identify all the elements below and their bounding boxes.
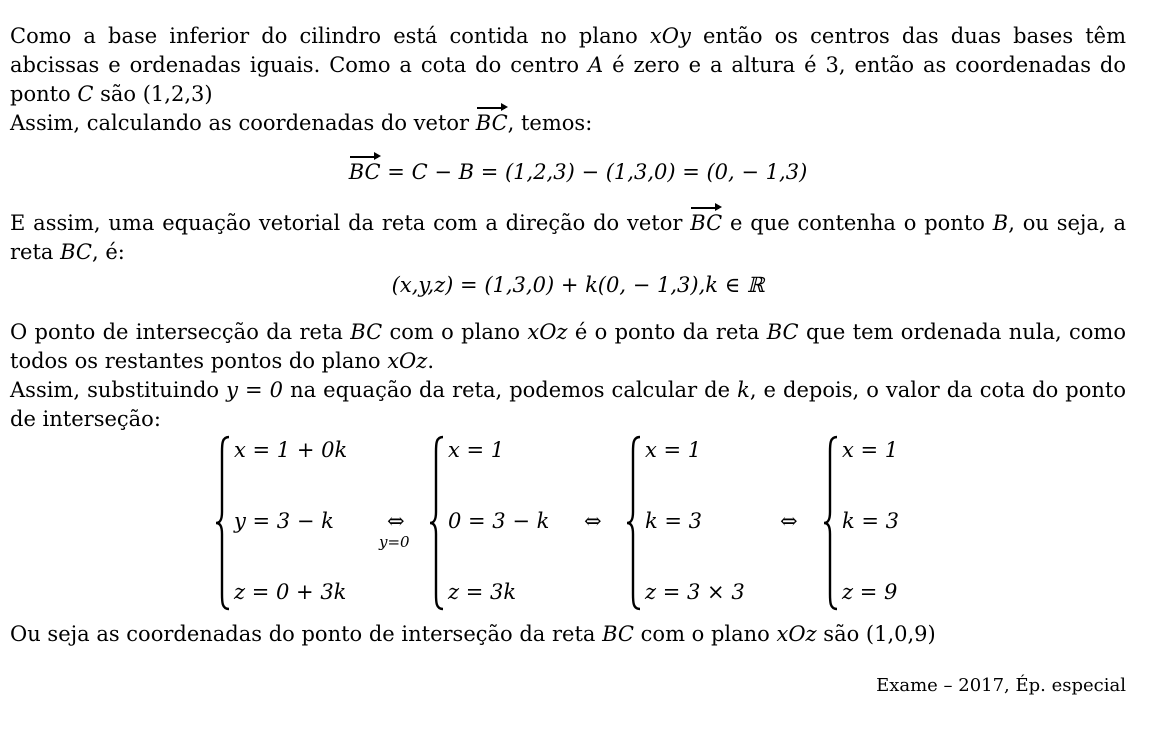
system-row: x = 1	[645, 438, 702, 462]
system-rows	[645, 434, 825, 612]
text: com o plano	[633, 622, 777, 646]
system-row: y = 3 − k	[234, 509, 334, 533]
math-k: k	[737, 378, 750, 402]
system-row: x = 1	[448, 438, 505, 462]
text: então os centros das duas bases têm abcissas e ordenadas iguais. Como a cota do centro	[10, 24, 1126, 77]
math-c: C	[77, 82, 94, 106]
system-row: k = 3	[842, 509, 900, 533]
text: , e depois, o valor da cota do ponto de interseção:	[10, 378, 1126, 431]
left-brace-icon	[625, 434, 641, 612]
text: na equação da reta, podemos calcular de	[283, 378, 738, 402]
text: , temos:	[507, 111, 593, 135]
math-bc: BC	[766, 320, 799, 344]
system-rows	[842, 434, 1022, 612]
math-a: A	[588, 53, 604, 77]
left-brace-icon	[428, 434, 444, 612]
system-row: 0 = 3 − k	[448, 509, 550, 533]
equation-line-bc: (x,y,z) = (1,3,0) + k(0, − 1,3),k ∈ ℝ	[391, 273, 765, 297]
text: E assim, uma equação vetorial da reta com a direção do vetor	[10, 211, 691, 235]
text: com o plano	[382, 320, 528, 344]
solution-page	[10, 22, 1126, 700]
text: são (1,2,3)	[93, 82, 213, 106]
exam-source: Exame – 2017, Ép. especial	[876, 675, 1126, 696]
equation-rest: = C − B = (1,2,3) − (1,3,0) = (0, − 1,3)	[380, 160, 808, 184]
left-brace-icon	[214, 434, 230, 612]
system-row: z = 3 × 3	[645, 580, 745, 604]
paragraph-4	[10, 318, 1126, 376]
vector-bc: BC	[690, 209, 722, 238]
text: e que contenha o ponto	[722, 211, 993, 235]
equation-systems	[10, 434, 1126, 612]
math-xoz: xOz	[776, 622, 817, 646]
equivalence-arrow: ⇔	[780, 509, 798, 533]
math-bc: BC	[350, 320, 383, 344]
paragraph-5	[10, 376, 1126, 434]
math-b: B	[992, 211, 1009, 235]
equivalence-arrow: ⇔	[387, 509, 405, 533]
math-xoz: xOz	[527, 320, 568, 344]
system-row: x = 1 + 0k	[234, 438, 348, 462]
text: é zero e a altura é 3, então as coordenadas do ponto	[10, 53, 1126, 106]
text: O ponto de intersecção da reta	[10, 320, 351, 344]
paragraph-3	[10, 209, 1126, 267]
math-xoz: xOz	[387, 349, 428, 373]
text: , é:	[92, 240, 125, 264]
paragraph-2	[10, 109, 1126, 138]
left-brace-icon	[822, 434, 838, 612]
text: Ou seja as coordenadas do ponto de interseção da reta	[10, 622, 603, 646]
text: que tem ordenada nula, como todos os restantes pontos do plano	[10, 320, 1126, 373]
system-row: k = 3	[645, 509, 703, 533]
text: .	[427, 349, 435, 373]
text: , ou seja, a reta	[10, 211, 1126, 264]
system-row: z = 3k	[448, 580, 517, 604]
system-row: x = 1	[842, 438, 899, 462]
equivalence-condition: y=0	[379, 533, 410, 551]
math-bc: BC	[60, 240, 92, 264]
paragraph-6	[10, 620, 1126, 649]
equivalence-arrow: ⇔	[584, 509, 602, 533]
math-bc: BC	[602, 622, 634, 646]
text: são (1,0,9)	[816, 622, 936, 646]
vector-bc: BC	[476, 109, 508, 138]
math-xoy: xOy	[649, 24, 691, 48]
vector-bc: BC	[349, 158, 381, 187]
paragraph-1	[10, 22, 1126, 109]
text: Assim, calculando as coordenadas do vetor	[10, 111, 476, 135]
text: Como a base inferior do cilindro está contida no plano	[10, 24, 650, 48]
math-y-zero: y = 0	[226, 378, 284, 402]
equation-vector-bc	[10, 158, 1126, 187]
system-row: z = 0 + 3k	[234, 580, 347, 604]
text: é o ponto da reta	[567, 320, 767, 344]
text: Assim, substituindo	[10, 378, 227, 402]
system-row: z = 9	[842, 580, 898, 604]
